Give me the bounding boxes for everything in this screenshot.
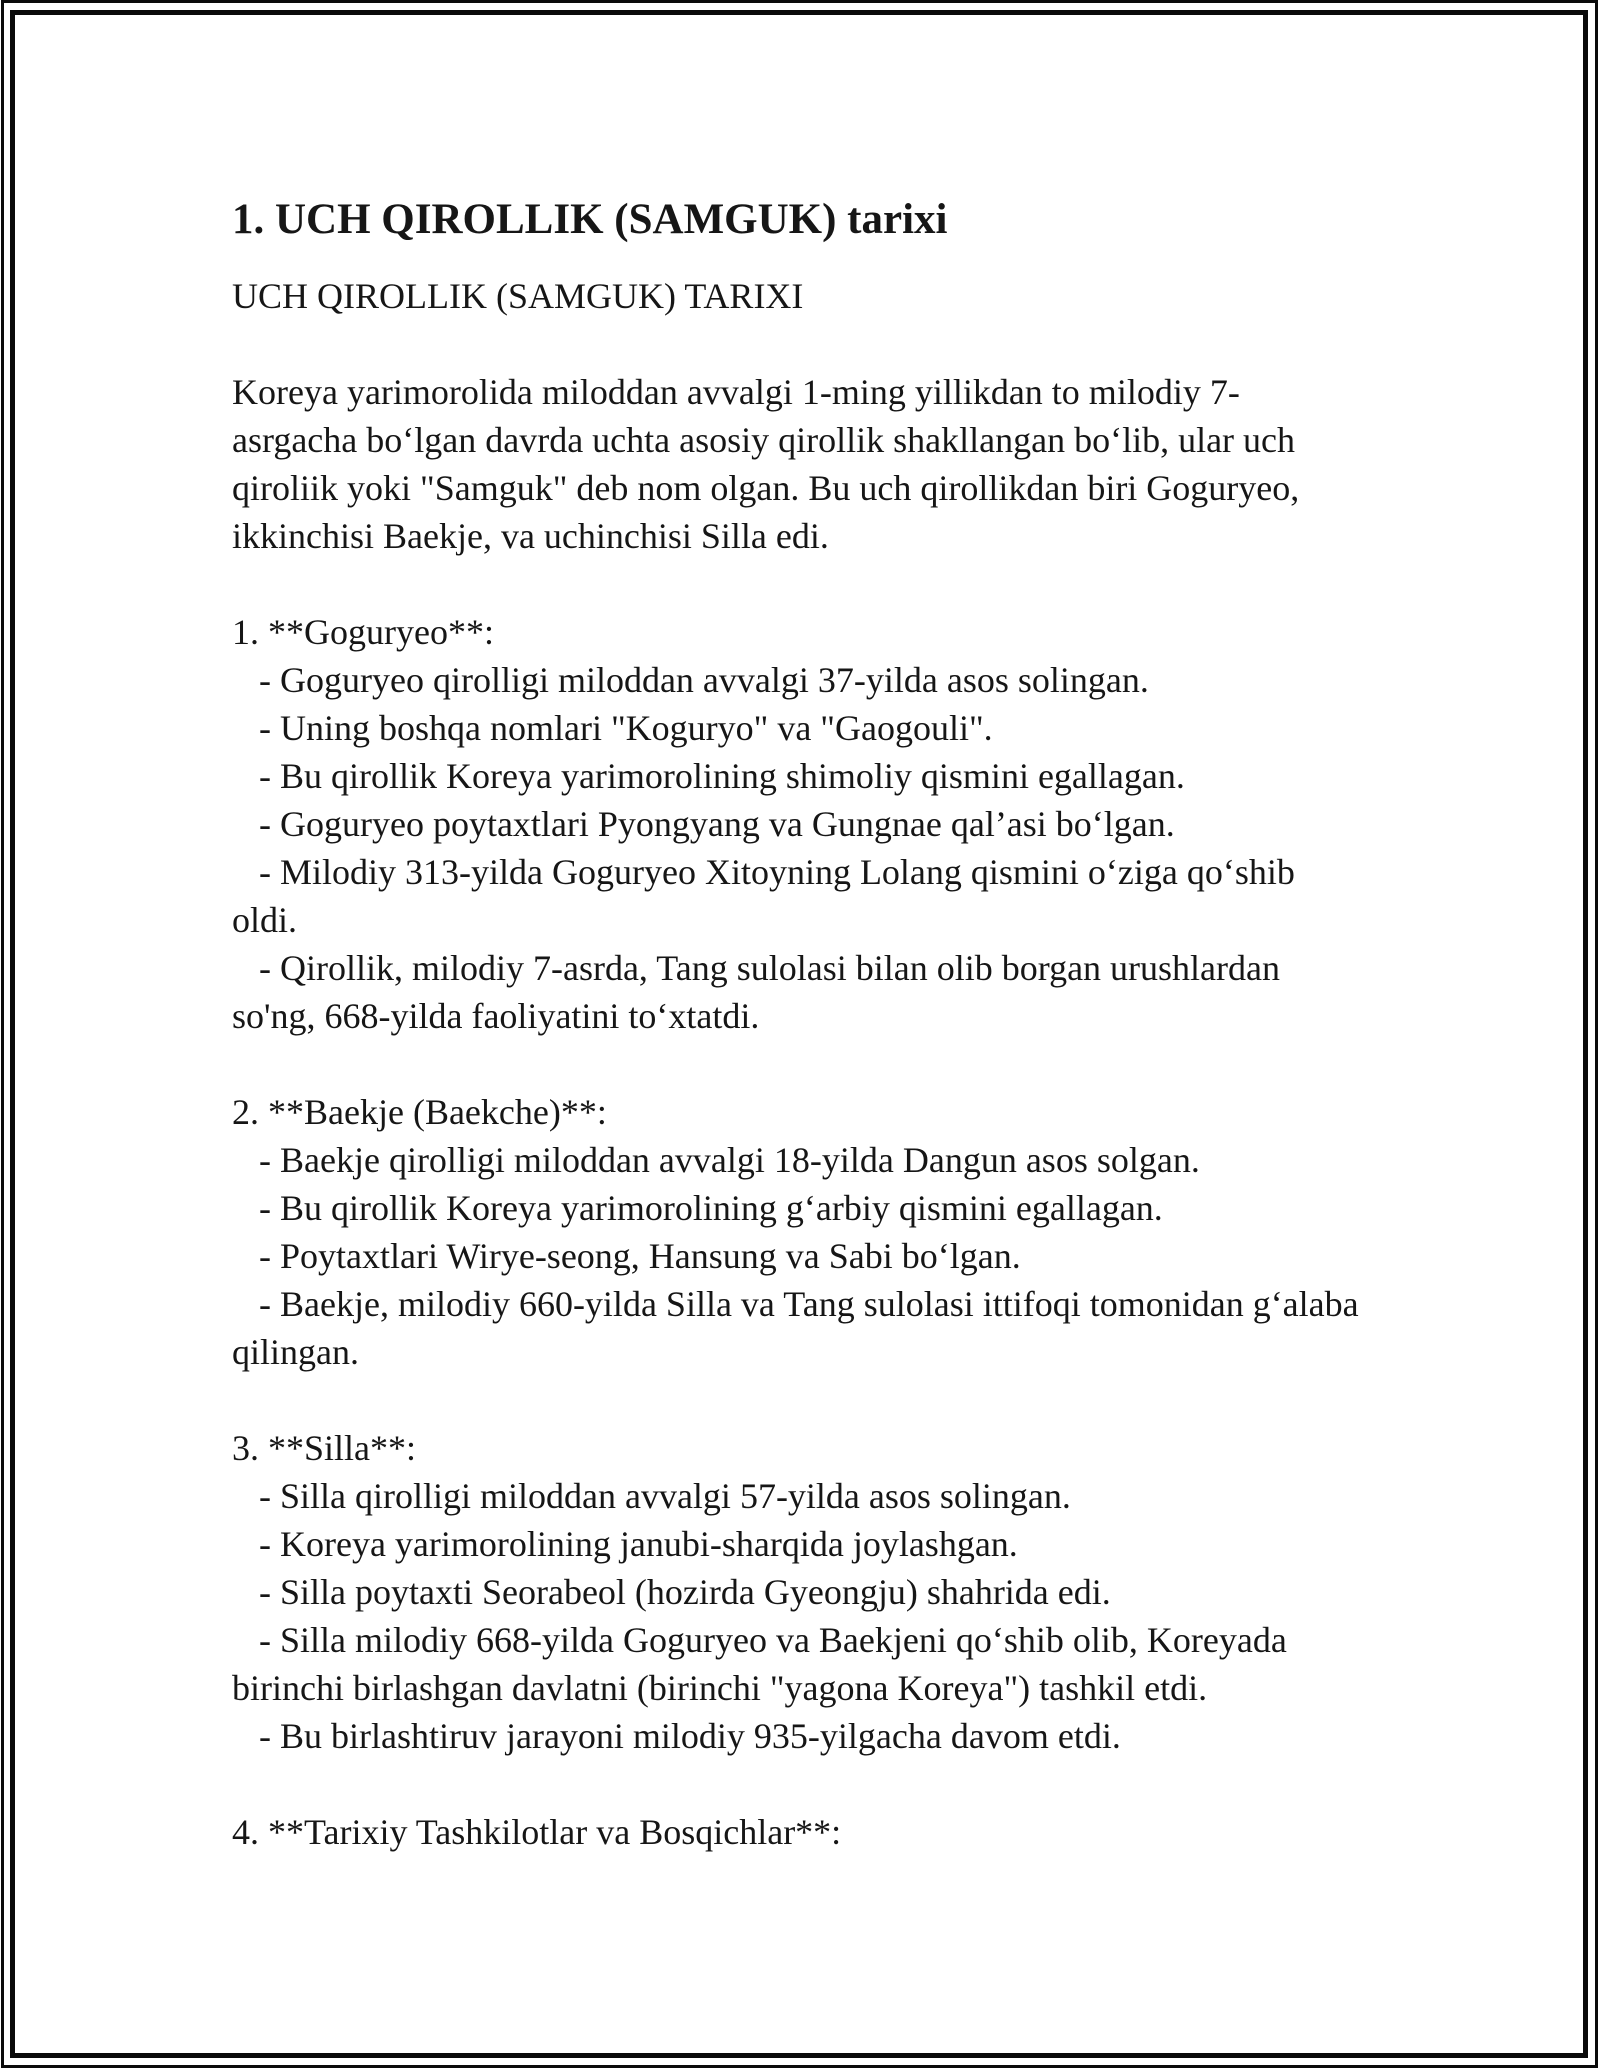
text-line: - Bu birlashtiruv jarayoni milodiy 935-yilgacha davom etdi. xyxy=(232,1716,1121,1756)
document-subtitle: UCH QIROLLIK (SAMGUK) TARIXI xyxy=(232,276,804,316)
text-line: 4. **Tarixiy Tashkilotlar va Bosqichlar**: xyxy=(232,1812,842,1852)
document-blocks xyxy=(232,368,1368,1856)
text-line: - Baekje qirolligi miloddan avvalgi 18-yilda Dangun asos solgan. xyxy=(232,1140,1200,1180)
text-line: - Goguryeo poytaxtlari Pyongyang va Gungnae qal’asi bo‘lgan. xyxy=(232,804,1175,844)
text-line: - Qirollik, milodiy 7-asrda, Tang sulolasi bilan olib borgan urushlardan so'ng, 668-yilda faoliyatini to‘xtatdi. xyxy=(232,948,1289,1036)
text-line: 2. **Baekje (Baekche)**: xyxy=(232,1092,607,1132)
document-title: 1. UCH QIROLLIK (SAMGUK) tarixi xyxy=(232,196,948,243)
text-line: - Poytaxtlari Wirye-seong, Hansung va Sabi bo‘lgan. xyxy=(232,1236,1021,1276)
text-line: - Baekje, milodiy 660-yilda Silla va Tang sulolasi ittifoqi tomonidan g‘alaba qilingan. xyxy=(232,1284,1368,1372)
section-baekje xyxy=(232,1088,1368,1376)
text-line: - Koreya yarimorolining janubi-sharqida joylashgan. xyxy=(232,1524,1018,1564)
text-line: - Silla poytaxti Seorabeol (hozirda Gyeongju) shahrida edi. xyxy=(232,1572,1111,1612)
text-line: - Goguryeo qirolligi miloddan avvalgi 37-yilda asos solingan. xyxy=(232,660,1149,700)
text-line: - Bu qirollik Koreya yarimorolining shimoliy qismini egallagan. xyxy=(232,756,1185,796)
intro-paragraph xyxy=(232,368,1364,560)
section-goguryeo xyxy=(232,608,1364,1040)
section-silla xyxy=(232,1424,1364,1760)
text-line: - Milodiy 313-yilda Goguryeo Xitoyning Lolang qismini o‘ziga qo‘shib oldi. xyxy=(232,852,1304,940)
text-line: - Bu qirollik Koreya yarimorolining g‘arbiy qismini egallagan. xyxy=(232,1188,1163,1228)
document-body xyxy=(232,196,1368,1856)
text-line: - Silla qirolligi miloddan avvalgi 57-yilda asos solingan. xyxy=(232,1476,1071,1516)
text-line: - Silla milodiy 668-yilda Goguryeo va Baekjeni qo‘shib olib, Koreyada birinchi birlashgan davlatni (birinchi "yagona Koreya") tashkil etdi. xyxy=(232,1620,1296,1708)
section-tarixiy-tashkilotlar xyxy=(232,1808,1364,1856)
text-line: 3. **Silla**: xyxy=(232,1428,417,1468)
text-line: Koreya yarimorolida miloddan avvalgi 1-ming yillikdan to milodiy 7-asrgacha bo‘lgan davrda uchta asosiy qirollik shakllangan bo‘lib, ular uch qiroliik yoki "Samguk" deb nom olgan. Bu uch qirollikdan biri Goguryeo, ikkinchisi Baekje, va uchinchisi Silla edi. xyxy=(232,372,1309,556)
text-line: - Uning boshqa nomlari "Koguryo" va "Gaogouli". xyxy=(232,708,993,748)
text-line: 1. **Goguryeo**: xyxy=(232,612,494,652)
